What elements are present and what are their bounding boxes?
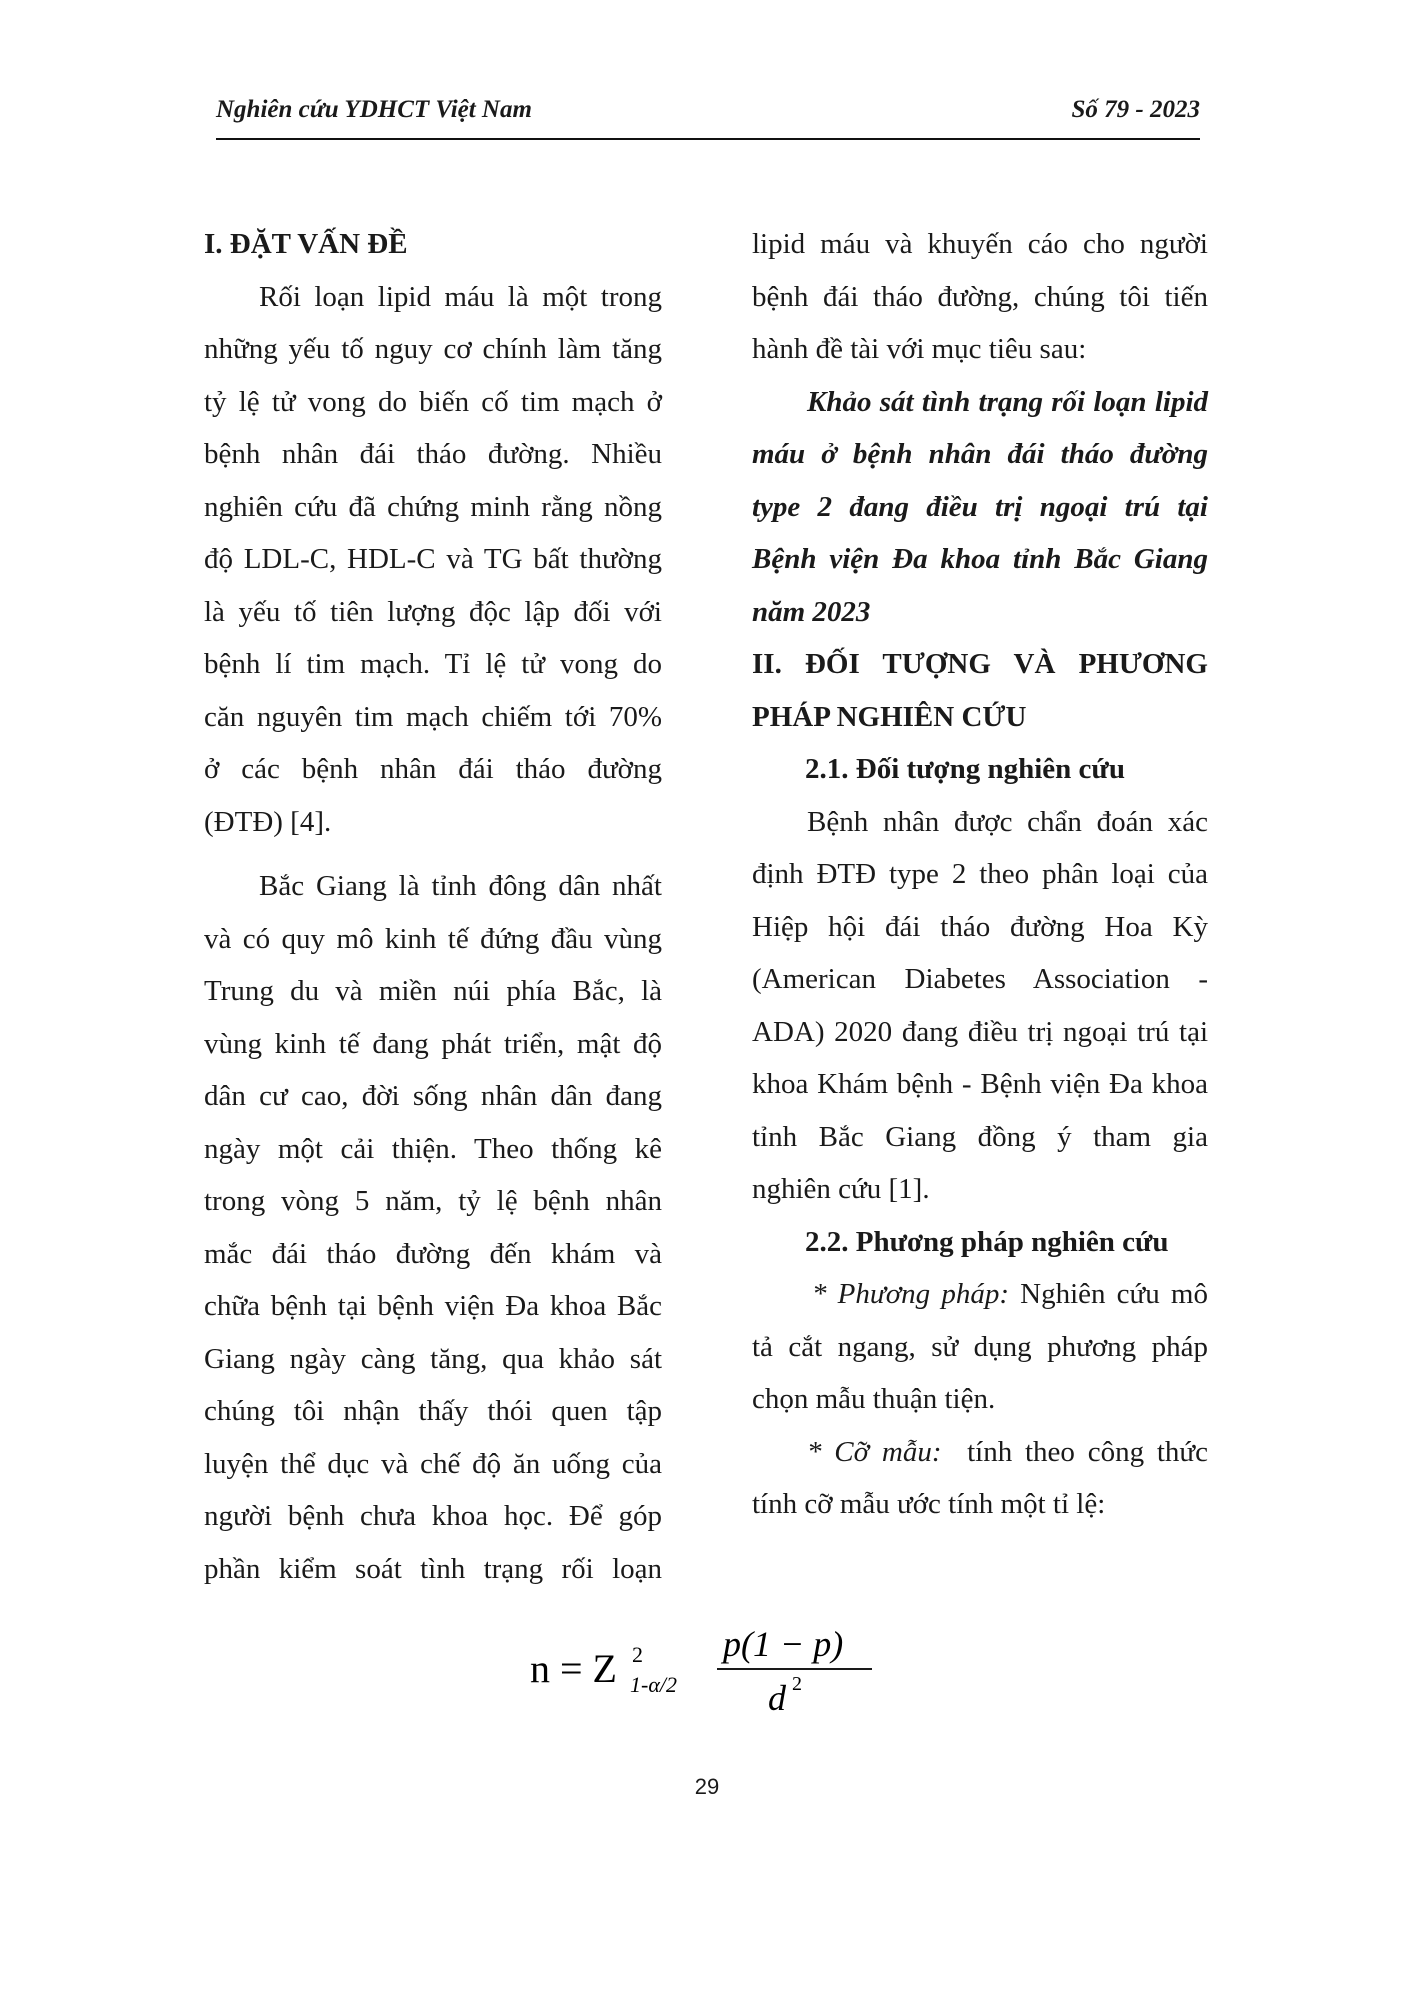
subsection-2-2-title: 2.2. Phương pháp nghiên cứu xyxy=(805,1225,1169,1258)
intro-line: căn nguyên tim mạch chiếm tới 70% xyxy=(204,700,662,733)
intro-line: tỷ lệ tử vong do biến cố tim mạch ở xyxy=(204,385,662,418)
context-line: luyện thể dục và chế độ ăn uống của xyxy=(204,1447,662,1480)
intro-line: độ LDL-C, HDL-C và TG bất thường xyxy=(204,543,662,575)
formula-denominator: d xyxy=(768,1678,786,1718)
subjects-line: định ĐTĐ type 2 theo phân loại của xyxy=(752,858,1208,890)
method-label: * Phương pháp: xyxy=(812,1278,1009,1310)
context-line: ngày một cải thiện. Theo thống kê xyxy=(204,1132,662,1165)
formula-subscript: 1-α/2 xyxy=(630,1672,677,1697)
subsection-2-1-title: 2.1. Đối tượng nghiên cứu xyxy=(805,753,1125,785)
right-column xyxy=(752,218,1208,1531)
sample-size-formula xyxy=(530,1610,890,1720)
section-2-title: II. ĐỐI TƯỢNG VÀ PHƯƠNG xyxy=(752,648,1208,680)
context-line: dân cư cao, đời sống nhân dân đang xyxy=(204,1080,662,1112)
context-line: Bắc Giang là tỉnh đông dân nhất xyxy=(259,870,662,902)
running-header xyxy=(216,96,1200,140)
intro-line: nghiên cứu đã chứng minh rằng nồng xyxy=(204,490,662,523)
sample-line xyxy=(752,1426,1208,1479)
objective-line: Bệnh viện Đa khoa tỉnh Bắc Giang xyxy=(752,543,1208,575)
subjects-line: nghiên cứu [1]. xyxy=(752,1173,930,1205)
context-line: vùng kinh tế đang phát triển, mật độ xyxy=(204,1027,662,1060)
method-text: Nghiên cứu mô xyxy=(1020,1278,1208,1310)
section-1-title: I. ĐẶT VẤN ĐỀ xyxy=(204,228,408,260)
context-line: bệnh đái tháo đường, chúng tôi tiến xyxy=(752,280,1208,313)
subjects-line: ADA) 2020 đang điều trị ngoại trú tại xyxy=(752,1015,1208,1048)
method-line xyxy=(752,1268,1208,1321)
context-line: chữa bệnh tại bệnh viện Đa khoa Bắc xyxy=(204,1290,662,1322)
intro-line: (ĐTĐ) [4]. xyxy=(204,805,332,838)
method-line: chọn mẫu thuận tiện. xyxy=(752,1383,996,1415)
formula-exponent: 2 xyxy=(632,1642,643,1667)
objective-line: máu ở bệnh nhân đái tháo đường xyxy=(752,438,1208,470)
subjects-line: Bệnh nhân được chẩn đoán xác xyxy=(807,805,1208,838)
objective-line: Khảo sát tình trạng rối loạn lipid xyxy=(807,385,1208,418)
formula-denominator-exponent: 2 xyxy=(792,1673,802,1695)
subjects-line: (American Diabetes Association - xyxy=(752,963,1208,995)
issue-number: Số 79 - 2023 xyxy=(1071,96,1200,123)
context-line: và có quy mô kinh tế đứng đầu vùng xyxy=(204,922,662,955)
context-line: Giang ngày càng tăng, qua khảo sát xyxy=(204,1342,662,1375)
journal-name: Nghiên cứu YDHCT Việt Nam xyxy=(216,96,532,123)
intro-line: Rối loạn lipid máu là một trong xyxy=(259,280,662,313)
objective-line: type 2 đang điều trị ngoại trú tại xyxy=(752,490,1208,523)
intro-line: bệnh lí tim mạch. Tỉ lệ tử vong do xyxy=(204,648,662,680)
intro-line: bệnh nhân đái tháo đường. Nhiều xyxy=(204,438,662,470)
context-line: người bệnh chưa khoa học. Để góp xyxy=(204,1500,662,1532)
context-line: chúng tôi nhận thấy thói quen tập xyxy=(204,1395,662,1427)
context-line: mắc đái tháo đường đến khám và xyxy=(204,1237,662,1270)
subjects-line: tỉnh Bắc Giang đồng ý tham gia xyxy=(752,1120,1208,1153)
context-line: Trung du và miền núi phía Bắc, là xyxy=(204,975,662,1007)
subjects-line: khoa Khám bệnh - Bệnh viện Đa khoa xyxy=(752,1068,1208,1100)
method-line: tả cắt ngang, sử dụng phương pháp xyxy=(752,1330,1208,1363)
formula-lhs: n = Z xyxy=(530,1646,617,1691)
section-2-title: PHÁP NGHIÊN CỨU xyxy=(752,700,1027,733)
context-line: phần kiểm soát tình trạng rối loạn xyxy=(204,1552,662,1585)
sample-line: tính cỡ mẫu ước tính một tỉ lệ: xyxy=(752,1488,1106,1520)
left-column xyxy=(204,218,662,1595)
intro-line: là yếu tố tiên lượng độc lập đối với xyxy=(204,595,662,628)
formula-numerator: p(1 − p) xyxy=(723,1624,844,1664)
sample-text: tính theo công thức xyxy=(967,1435,1209,1468)
sample-label: * Cỡ mẫu: xyxy=(807,1435,942,1468)
intro-line: ở các bệnh nhân đái tháo đường xyxy=(204,753,662,785)
subjects-line: Hiệp hội đái tháo đường Hoa Kỳ xyxy=(752,910,1208,943)
page-number: 29 xyxy=(694,1774,720,1799)
objective-line: năm 2023 xyxy=(752,595,871,628)
intro-line: những yếu tố nguy cơ chính làm tăng xyxy=(204,333,662,365)
context-line: trong vòng 5 năm, tỷ lệ bệnh nhân xyxy=(204,1185,662,1217)
context-line: hành đề tài với mục tiêu sau: xyxy=(752,333,1087,365)
context-line: lipid máu và khuyến cáo cho người xyxy=(752,228,1208,260)
